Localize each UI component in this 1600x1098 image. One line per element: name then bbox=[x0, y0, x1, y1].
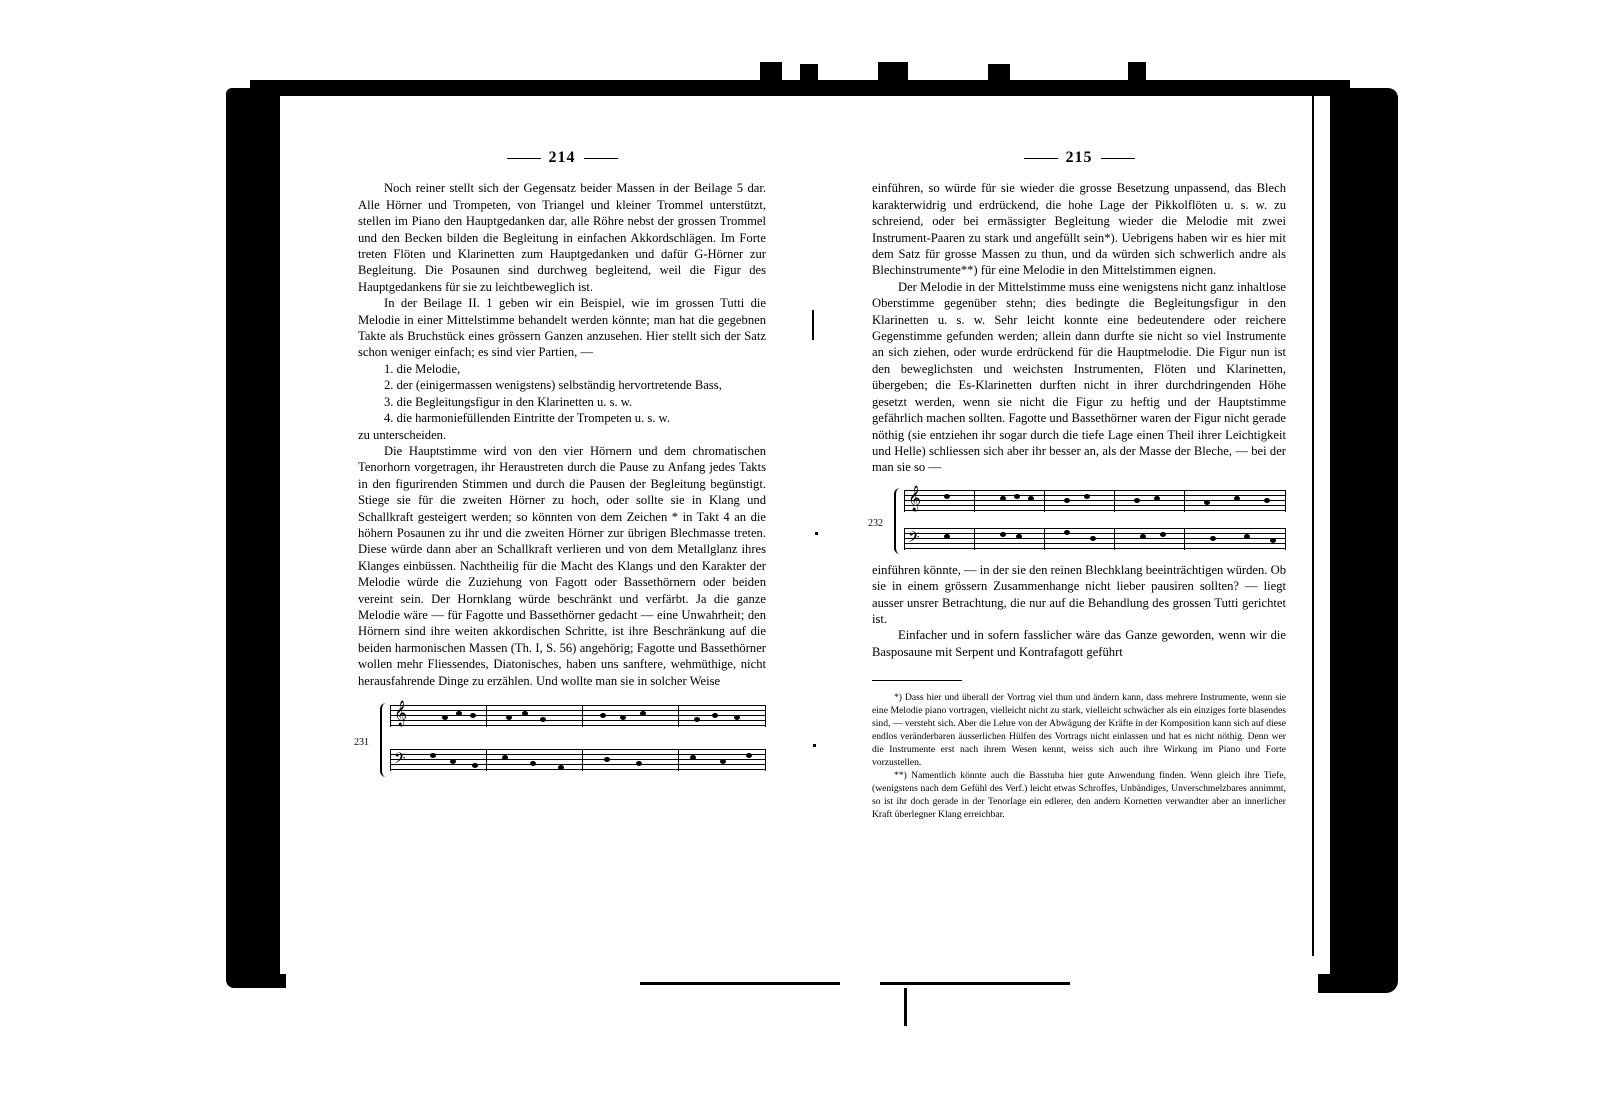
scan-artifact bbox=[800, 64, 818, 92]
page-edge-line bbox=[1312, 96, 1314, 956]
gutter-mark bbox=[812, 310, 814, 340]
bass-clef-icon: 𝄢 bbox=[394, 750, 406, 771]
spine-mark bbox=[904, 988, 907, 1026]
music-example-232 bbox=[868, 482, 1286, 562]
book-cover-right bbox=[1318, 88, 1398, 993]
treble-staff bbox=[390, 701, 766, 727]
paragraph: In der Beilage II. 1 geben wir ein Beispiel, wie im grossen Tutti die Melodie in einer Mittelstimme behandelt werden könnte; man hat die gegebnen Takte als Bruchstück eines grössern Ganzen anzusehen. Hier stellt sich der Satz schon weniger einfach; es sind vier Partien, — bbox=[358, 296, 766, 360]
book-cover-left bbox=[226, 88, 286, 988]
page-edge-line bbox=[270, 96, 272, 946]
page-number-left: 214 bbox=[358, 150, 766, 166]
paragraph: Die Hauptstimme wird von den vier Hörnern und dem chromatischen Tenorhorn vorgetragen, ihr Heraustreten durch die Pause zu Anfang jedes Takts in den figurirenden Stimmen und durch die Pausen der Begleitung begünstigt. Stiege sie für die zweiten Hörner zu hoch, oder sollte sie in Klang und Schallkraft gesteigert werden; so könnten von dem Zeichen * in Takt 4 an die höhern Posaunen zu ihr und die zweiten Hörner zur übrigen Blechmasse treten. Diese würde dann aber an Schallkraft verlieren und von dem Metallglanz ihres Klanges einbüssen. Nachtheilig für die Macht des Klangs und den Karakter der Melodie würde die Zuziehung von Fagott oder Bassethörnern oder beiden vereint sein. Der Hornklang würde beschränkt und verfärbt. Ja die ganze Melodie wäre — für Fagotte und Bassethörner gedacht — eine Unwahrheit; den Hörnern sind ihre weiten akkordischen Schritte, ist ihre Beschränkung auf die beiden harmonischen Massen (Th. I, S. 56) angehörig; Fagotte und Bassethörner wollen mehr Fliessendes, Diatonisches, haben uns sanftere, wehmüthige, nicht herausfahrende Dinge zu erzählen. Und wollte man sie in solcher Weise bbox=[358, 443, 766, 688]
scan-artifact bbox=[988, 64, 1010, 92]
left-page bbox=[354, 149, 766, 783]
paragraph: Einfacher und in sofern fasslicher wäre das Ganze geworden, wenn wir die Basposaune mit Serpent und Kontrafagott geführt bbox=[872, 628, 1286, 659]
bass-staff bbox=[390, 749, 766, 771]
page-number-right: 215 bbox=[872, 150, 1286, 166]
gutter-mark bbox=[815, 532, 818, 535]
list-item: 1. die Melodie, bbox=[384, 361, 461, 376]
footnote: **) Namentlich könnte auch die Basstuba hier gute Anwendung finden. Wenn gleich ihre Tiefe, (wenigstens nach dem Gefühl des Verf.) leicht etwas Schroffes, Unbändiges, Unverschmelzbares annimmt, so ist ihr doch gerade in der Tenorlage ein edlerer, den andern Kornetten verwandter aber an innerlicher Kraft überlegner Klang erreichbar. bbox=[872, 770, 1286, 821]
paragraph: einführen, so würde für sie wieder die grosse Besetzung unpassend, das Blech karakterwidrig und erdrückend, die hohe Lage der Pikkolflöten u. s. w. zu schreiend, oder bei ermässigter Begleitung wieder die Melodie mit zwei Instrument-Paaren zu stark und angefüllt sein*). Uebrigens haben wir es hier mit dem Satz für grosse Massen zu thun, und da würden sich schwerlich andre als Blechinstrumente**) für eine Melodie in den Mittelstimmen eignen. bbox=[872, 181, 1286, 278]
brace-icon bbox=[380, 703, 390, 777]
example-number: 232 bbox=[868, 517, 883, 529]
treble-staff bbox=[904, 485, 1286, 512]
bass-staff bbox=[904, 528, 1286, 550]
scan-artifact bbox=[1128, 62, 1146, 92]
treble-clef-icon: 𝄞 bbox=[908, 485, 922, 511]
book-bottom-edge bbox=[880, 982, 1070, 985]
bass-clef-icon: 𝄢 bbox=[908, 528, 920, 550]
book-bottom-edge bbox=[640, 982, 840, 985]
gutter-mark bbox=[813, 744, 816, 747]
example-number: 231 bbox=[354, 737, 369, 748]
music-example-231 bbox=[354, 697, 766, 783]
paragraph: einführen könnte, — in der sie den reinen Blechklang beeinträchtigen würden. Ob sie in einem grössern Zusammenhange nicht lieber pausiren sollten? — liegt ausser unsrer Betrachtung, die nur auf die Behandlung des grossen Tutti gerichtet ist. bbox=[872, 562, 1286, 626]
list-item: 3. die Begleitungsfigur in den Klarinetten u. s. w. bbox=[384, 394, 633, 409]
paragraph: Noch reiner stellt sich der Gegensatz beider Massen in der Beilage 5 dar. Alle Hörner und Trompeten, von Triangel und kleiner Trommel unterstützt, stellen im Piano den Hauptgedanken dar, alle Röhre nebst der grossen Trommel und den Becken bilden die Begleitung in einfachen Akkordschlägen. Im Forte treten Flöten und Klarinetten zum Hauptgedanken und dafür G-Hörner zur Begleitung. Die Posaunen sind durchweg begleitend, weil die Figur des Hauptgedankens für sie zu leichtbeweglich ist. bbox=[358, 181, 766, 294]
list-item: 4. die harmoniefüllenden Eintritte der Trompeten u. s. w. bbox=[384, 411, 670, 426]
treble-clef-icon: 𝄞 bbox=[394, 701, 408, 726]
right-page bbox=[868, 149, 1286, 821]
list-item: 2. der (einigermassen wenigstens) selbständig hervortretende Bass, bbox=[384, 378, 722, 393]
scan-artifact bbox=[878, 62, 908, 92]
paragraph: zu unterscheiden. bbox=[358, 427, 447, 442]
footnote: *) Dass hier und überall der Vortrag viel thun und ändern kann, dass mehrere Instrumente, wenn sie eine Melodie piano vortragen, vielleicht nicht zu stark, vielleicht schwächer als ein einziges forte blasendes sind, — versteht sich. Aber die Lehre von der Abwägung der Kräfte in der Komposition kann sich auf diese endlos veränderbaren äusserlichen Hülfen des Vortrags nicht einlassen und hat es nicht nöthig. Denn wer die Instrumente erst nach ihrem Wesen kennt, weiss sich auch ihre Wirkung im Piano und Forte vorzustellen. bbox=[872, 692, 1286, 769]
footnote-rule bbox=[872, 680, 962, 681]
scan-artifact bbox=[760, 62, 782, 94]
brace-icon bbox=[894, 488, 904, 554]
paragraph: Der Melodie in der Mittelstimme muss eine wenigstens nicht ganz inhaltlose Oberstimme gegenüber stehn; dies bedingte die Begleitungsfigur in den Klarinetten u. s. w. Sehr leicht konnte eine bedeutendere oder reichere Gegenstimme gefunden werden; allein dann durfte sie nicht so viel Instrumente an sich ziehen, oder wurde erdrückend für die Hauptmelodie. Die Figur nun ist den beweglichsten und weichsten Instrumenten, Flöten und Klarinetten, übergeben; die Es-Klarinetten durften nicht in ihrer durchdringenden Höhe gesetzt werden, wenn sie nicht die Figur zu heftig und der Hauptstimme gefährlich machen sollten. Fagotte und Bassethörner waren der Figur nicht gerade nöthig (sie entziehen ihr sogar durch die tiefe Lage einen Theil ihrer Leichtigkeit und Helle) schliessen sich aber ihr besser an, als der Masse der Bleche, — bei der man sie so — bbox=[872, 279, 1286, 475]
